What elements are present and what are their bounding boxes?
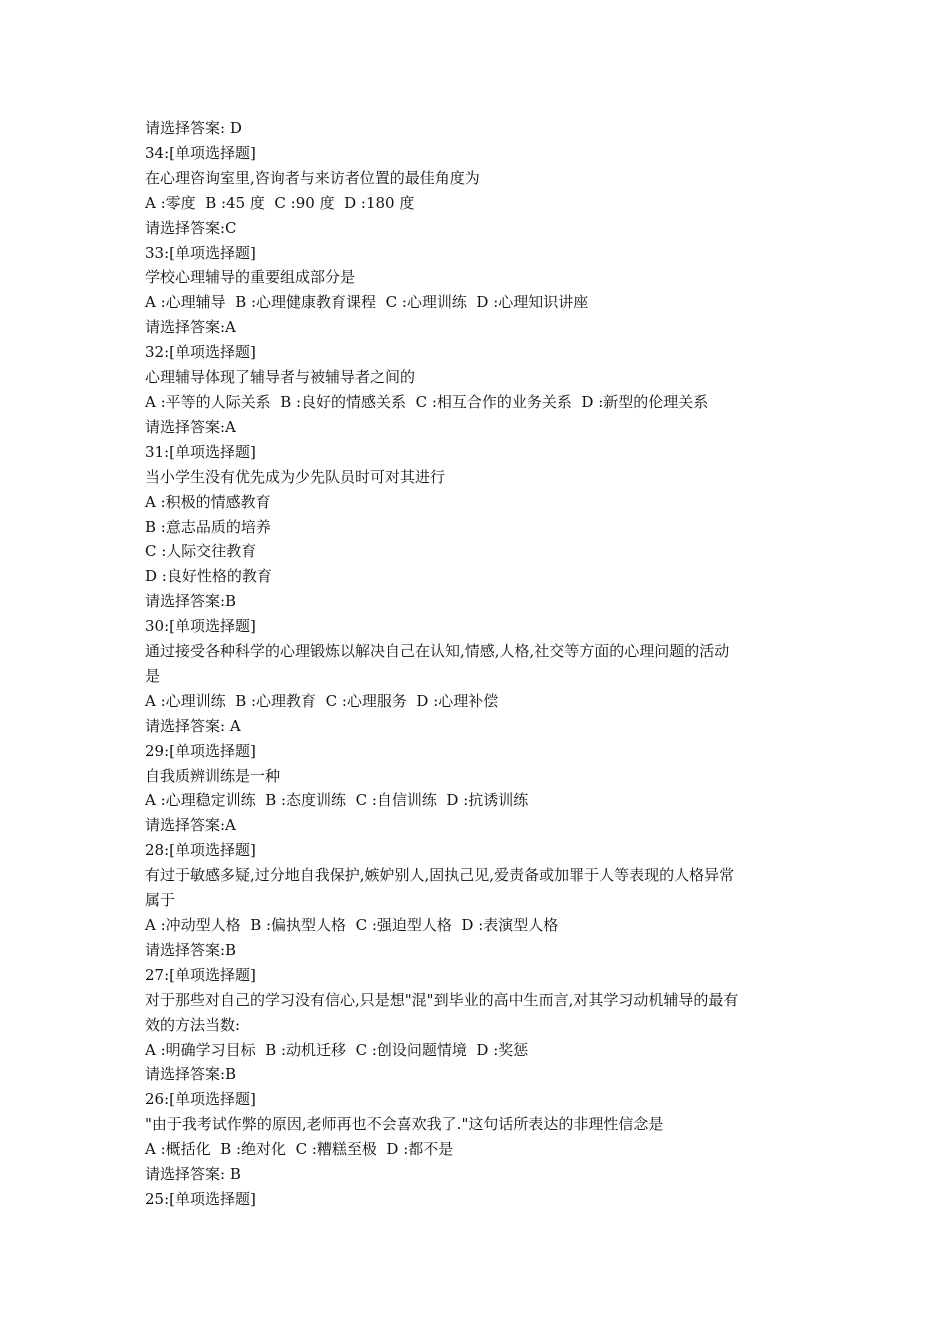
text-line: 请选择答案:A (145, 318, 236, 337)
text-line: A :零度 B :45 度 C :90 度 D :180 度 (145, 193, 415, 212)
text-line: 30:[单项选择题] (145, 617, 256, 636)
text-line: 请选择答案:C (145, 218, 237, 237)
text-line: 对于那些对自己的学习没有信心,只是想"混"到毕业的高中生而言,对其学习动机辅导的最有 (145, 990, 739, 1009)
text-line: 请选择答案: D (145, 119, 242, 137)
text-line: 是 (145, 666, 161, 685)
text-line: 当小学生没有优先成为少先队员时可对其进行 (145, 467, 446, 486)
text-line: 29:[单项选择题] (145, 741, 256, 760)
text-line: A :积极的情感教育 (145, 492, 271, 511)
text-line: 效的方法当数: (145, 1015, 241, 1034)
text-line: A :平等的人际关系 B :良好的情感关系 C :相互合作的业务关系 D :新型的伦理关系 (145, 392, 709, 411)
text-line: D :良好性格的教育 (145, 567, 272, 586)
text-line: 32:[单项选择题] (145, 343, 256, 362)
document-body (145, 116, 815, 1212)
text-line: 在心理咨询室里,咨询者与来访者位置的最佳角度为 (145, 168, 480, 187)
text-line: 有过于敏感多疑,过分地自我保护,嫉妒别人,固执己见,爱责备或加罪于人等表现的人格异常 (145, 866, 735, 885)
text-line: C :人际交往教育 (145, 542, 257, 561)
text-line: 33:[单项选择题] (145, 243, 256, 262)
text-line: 26:[单项选择题] (145, 1090, 256, 1109)
text-line: A :心理稳定训练 B :态度训练 C :自信训练 D :抗诱训练 (145, 791, 529, 810)
text-line: 请选择答案: A (145, 716, 241, 735)
text-line: 自我质辨训练是一种 (145, 766, 281, 785)
text-line: A :冲动型人格 B :偏执型人格 C :强迫型人格 D :表演型人格 (145, 916, 559, 934)
text-line: B :意志品质的培养 (145, 517, 271, 536)
text-line: "由于我考试作弊的原因,老师再也不会喜欢我了."这句话所表达的非理性信念是 (145, 1115, 664, 1134)
text-line: 通过接受各种科学的心理锻炼以解决自己在认知,情感,人格,社交等方面的心理问题的活动 (145, 642, 730, 661)
text-line: A :心理辅导 B :心理健康教育课程 C :心理训练 D :心理知识讲座 (145, 293, 589, 312)
text-line: 请选择答案: B (145, 1165, 241, 1184)
text-line: 请选择答案:A (145, 417, 236, 436)
text-line: A :明确学习目标 B :动机迁移 C :创设问题情境 D :奖惩 (145, 1040, 529, 1059)
text-line: 请选择答案:B (145, 940, 237, 959)
text-line: 28:[单项选择题] (145, 841, 256, 860)
text-line: 27:[单项选择题] (145, 965, 256, 984)
text-line: 属于 (145, 891, 176, 910)
text-line: 请选择答案:B (145, 1065, 237, 1084)
text-line: 25:[单项选择题] (145, 1189, 256, 1208)
text-line: 31:[单项选择题] (145, 442, 256, 461)
text-line: 心理辅导体现了辅导者与被辅导者之间的 (145, 368, 416, 387)
text-line: 34:[单项选择题] (145, 143, 256, 162)
text-line: 学校心理辅导的重要组成部分是 (145, 268, 356, 287)
text-line: A :概括化 B :绝对化 C :糟糕至极 D :都不是 (145, 1140, 454, 1159)
text-line: 请选择答案:A (145, 816, 236, 835)
text-line: 请选择答案:B (145, 592, 237, 611)
text-line: A :心理训练 B :心理教育 C :心理服务 D :心理补偿 (145, 691, 499, 710)
